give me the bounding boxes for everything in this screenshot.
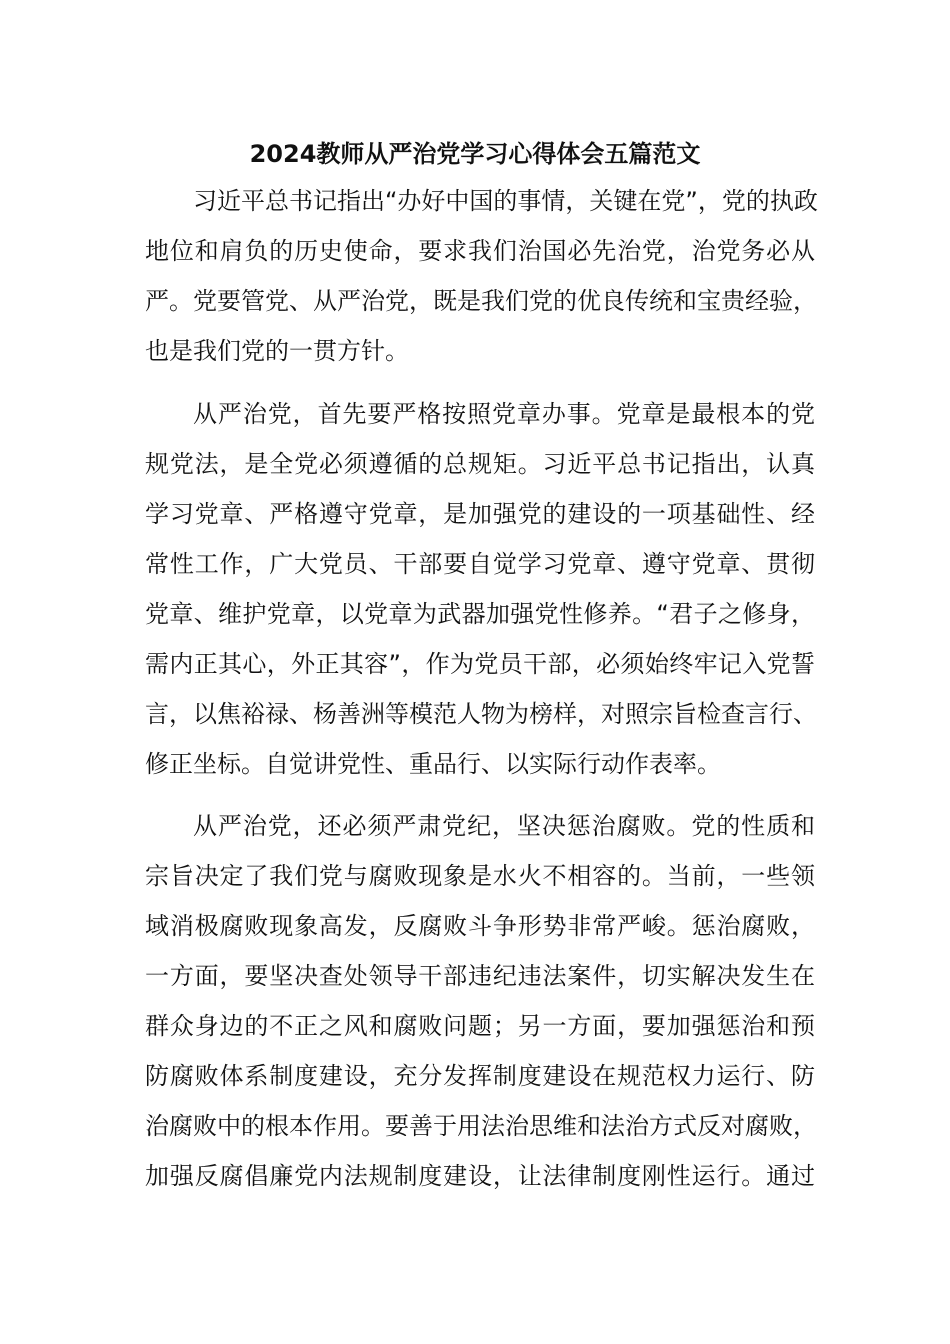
paragraph-line: 防腐败体系制度建设，充分发挥制度建设在规范权力运行、防 [145,1062,815,1090]
paragraph-2 [145,389,815,789]
paragraph-line: 学习党章、严格遵守党章，是加强党的建设的一项基础性、经 [145,500,815,528]
paragraph-line: 加强反腐倡廉党内法规制度建设，让法律制度刚性运行。通过 [145,1162,815,1190]
paragraph-line: 从严治党，还必须严肃党纪，坚决惩治腐败。党的性质和 [193,812,815,840]
paragraph-line: 宗旨决定了我们党与腐败现象是水火不相容的。当前，一些领 [145,862,815,890]
paragraph-line: 言，以焦裕禄、杨善洲等模范人物为榜样，对照宗旨检查言行、 [145,700,817,728]
paragraph-line: 规党法，是全党必须遵循的总规矩。习近平总书记指出，认真 [145,450,815,478]
document-title: 2024教师从严治党学习心得体会五篇范文 [249,140,701,168]
paragraph-line: 治腐败中的根本作用。要善于用法治思维和法治方式反对腐败， [145,1112,817,1140]
paragraph-line: 一方面，要坚决查处领导干部违纪违法案件，切实解决发生在 [145,962,815,990]
paragraph-line: 需内正其心，外正其容”，作为党员干部，必须始终牢记入党誓 [145,650,815,678]
paragraph-line: 常性工作，广大党员、干部要自觉学习党章、遵守党章、贯彻 [145,550,815,578]
paragraph-line: 也是我们党的一贯方针。 [145,337,409,365]
paragraph-line: 地位和肩负的历史使命，要求我们治国必先治党，治党务必从 [145,237,815,265]
paragraph-line: 从严治党，首先要严格按照党章办事。党章是最根本的党 [193,400,815,428]
paragraph-1 [145,176,818,376]
paragraph-line: 群众身边的不正之风和腐败问题；另一方面，要加强惩治和预 [145,1012,815,1040]
paragraph-line: 党章、维护党章，以党章为武器加强党性修养。“君子之修身， [145,600,815,628]
paragraph-line: 域消极腐败现象高发，反腐败斗争形势非常严峻。惩治腐败， [145,912,815,940]
paragraph-line: 严。党要管党、从严治党，既是我们党的优良传统和宝贵经验， [145,287,817,315]
paragraph-3 [145,801,815,1201]
paragraph-line: 习近平总书记指出“办好中国的事情，关键在党”，党的执政 [193,187,818,215]
paragraph-line: 修正坐标。自觉讲党性、重品行、以实际行动作表率。 [145,750,721,778]
